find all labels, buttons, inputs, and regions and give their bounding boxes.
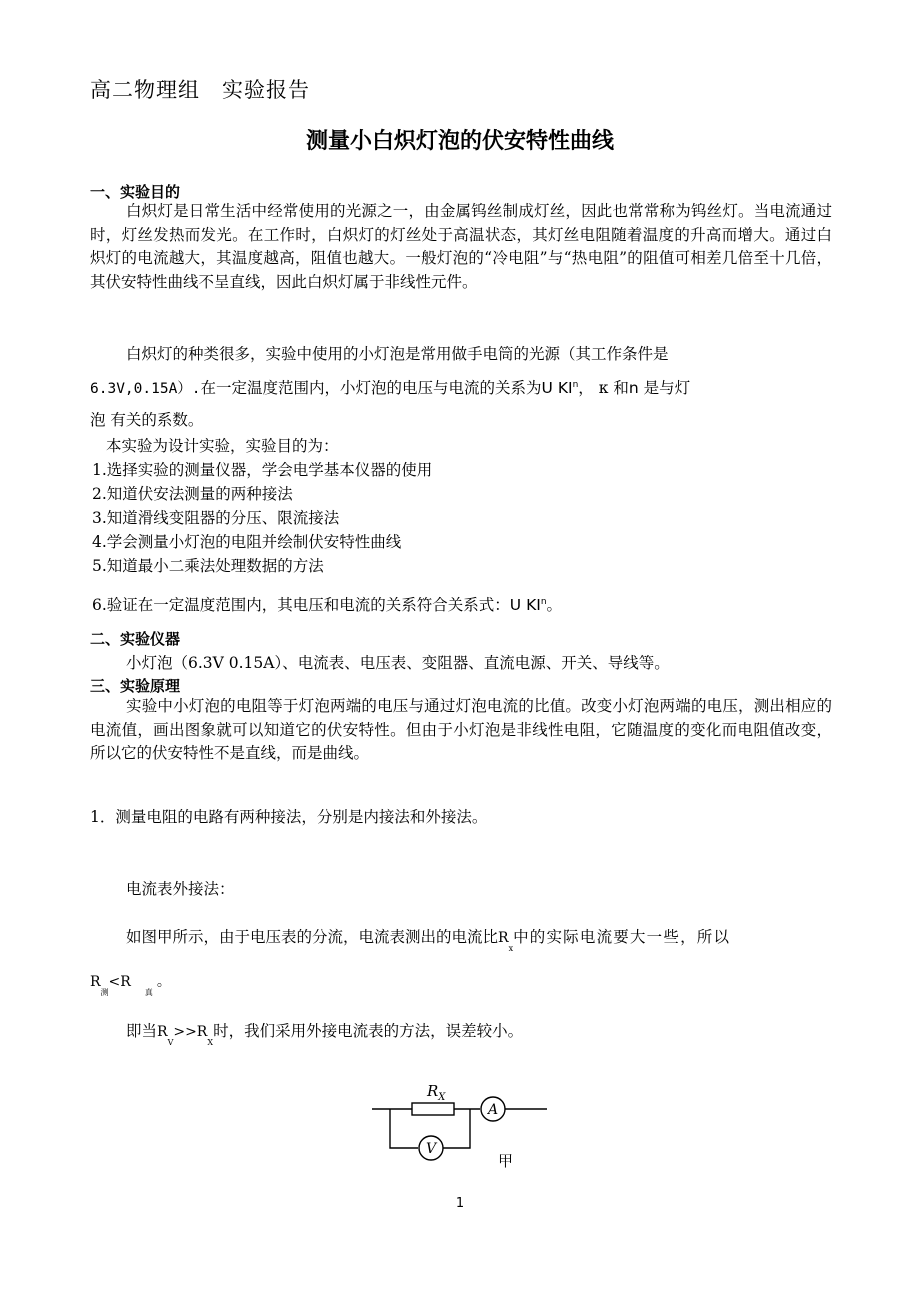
- figure-caption: 甲: [498, 1152, 514, 1170]
- purpose-intro: 本实验为设计实验，实验目的为：: [106, 437, 339, 455]
- resistor-rx: [412, 1103, 454, 1115]
- purpose-item-1: 1.选择实验的测量仪器，学会电学基本仪器的使用: [92, 461, 433, 479]
- principle-point-1: 1．测量电阻的电路有两种接法，分别是内接法和外接法。: [90, 808, 488, 826]
- working-condition: 6.3V,0.15A）.: [90, 381, 201, 397]
- purpose-item-5: 5.知道最小二乘法处理数据的方法: [92, 557, 324, 575]
- outer-connection-text: 如图甲所示，由于电压表的分流，电流表测出的电流比$R_x$中的实际电流要大一些，所以: [126, 928, 731, 953]
- report-header: 高二物理组 实验报告: [90, 78, 310, 102]
- page-title: 测量小白炽灯泡的伏安特性曲线: [305, 129, 614, 154]
- purpose-item-2: 2.知道伏安法测量的两种接法: [92, 485, 293, 503]
- instruments-text: 小灯泡（6.3V 0.15A）、电流表、电压表、变阻器、直流电源、开关、导线等。: [126, 654, 670, 672]
- measured-vs-true-relation: $R_测<R_真$。: [90, 974, 171, 997]
- n-symbol: n: [628, 379, 639, 397]
- purpose-paragraph-2-line-2: 6.3V,0.15A）.在一定温度范围内，小灯泡的电压与电流的关系为U $KI^n$， κ 和n 是与灯: [90, 379, 691, 397]
- purpose-item-3: 3.知道滑线变阻器的分压、限流接法: [92, 509, 340, 527]
- section-heading-principle: 三、实验原理: [90, 677, 181, 695]
- relation-text: 在一定温度范围内，小灯泡的电压与电流的关系为: [200, 379, 542, 397]
- purpose-item-6: 6.验证在一定温度范围内，其电压和电流的关系符合关系式：U $KI^n$。: [92, 596, 563, 614]
- outer-connection-title: 电流表外接法：: [126, 880, 235, 898]
- page-number: 1: [455, 1196, 465, 1211]
- rx-symbol: $R_x$: [498, 930, 514, 953]
- purpose-paragraph-1: 白炽灯是日常生活中经常使用的光源之一，由金属钨丝制成灯丝，因此也常常称为钨丝灯。当电流通过时，灯丝发热而发光。在工作时，白炽灯的灯丝处于高温状态，其灯丝电阻随着温度的升高而增大。通过白炽灯的电流越大，其温度越高，阻值也越大。一般灯泡的“冷电阻”与“热电阻”的阻值可相差几倍至十几倍，其伏安特性曲线不呈直线，因此白炽灯属于非线性元件。: [90, 202, 832, 291]
- formula-u-ki-n-2: U $KI^n$: [509, 596, 547, 614]
- rx-label: $R_X$: [427, 1082, 446, 1103]
- outer-connection-condition: 即当$R_V>>R_X$时，我们采用外接电流表的方法，误差较小。: [126, 1022, 524, 1047]
- purpose-item-4: 4.学会测量小灯泡的电阻并绘制伏安特性曲线: [92, 533, 402, 551]
- rv-symbol: $R_V>>R_X$: [157, 1024, 214, 1047]
- formula-u-ki-n: U $KI^n$: [541, 379, 579, 397]
- ammeter-label: A: [487, 1102, 499, 1118]
- section-heading-purpose: 一、实验目的: [90, 183, 181, 201]
- voltmeter-label: V: [425, 1141, 437, 1157]
- purpose-paragraph-2-line-3: 泡 有关的系数。: [90, 411, 204, 429]
- section-heading-instruments: 二、实验仪器: [90, 630, 181, 648]
- principle-paragraph: 实验中小灯泡的电阻等于灯泡两端的电压与通过灯泡电流的比值。改变小灯泡两端的电压，测出相应的电流值，画出图象就可以知道它的伏安特性。但由于小灯泡是非线性电阻，它随温度的变化而电阻值改变，所以它的伏安特性不是直线，而是曲线。: [90, 697, 832, 762]
- circuit-diagram-external-ammeter: [360, 1070, 560, 1180]
- purpose-paragraph-2-line-1: 白炽灯的种类很多，实验中使用的小灯泡是常用做手电筒的光源（其工作条件是: [126, 345, 669, 363]
